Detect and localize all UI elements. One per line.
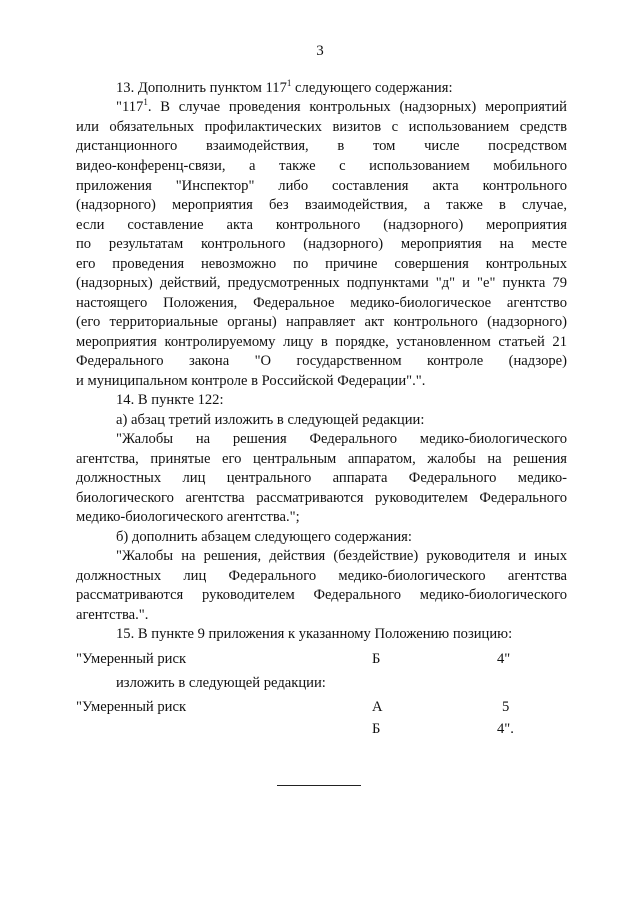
item13-line: мероприятия контролируемому лицу в порядке, установленном статьей 21 bbox=[76, 334, 567, 350]
item14-a-line: должностных лиц центрального аппарата Федерального медико- bbox=[76, 470, 567, 486]
page-number: 3 bbox=[316, 43, 324, 59]
item13-line: дистанционного взаимодействия, в том числе посредством bbox=[76, 138, 567, 154]
item13-line: его проведения невозможно по причине совершения контрольных bbox=[76, 256, 567, 272]
row1-value: 4" bbox=[497, 651, 511, 667]
item14-a-line: "Жалобы на решения Федерального медико-биологического bbox=[116, 431, 567, 447]
row2-name: "Умеренный риск bbox=[76, 699, 187, 715]
item13-intro: 13. Дополнить пунктом $117^1$ следующего содержания: bbox=[116, 78, 453, 96]
item13-line: настоящего Положения, Федеральное медико-биологическое агентство bbox=[76, 295, 567, 311]
item14-b-line-last: агентства.". bbox=[76, 607, 149, 623]
item13-line-last: и муниципальном контроле в Российской Федерации".". bbox=[76, 373, 426, 389]
item14-a-line-last: медико-биологического агентства."; bbox=[76, 509, 300, 525]
item13-line: приложения "Инспектор" либо составления акта контрольного bbox=[76, 178, 567, 194]
item13-quote-line: "$117^1$. В случае проведения контрольных (надзорных) мероприятий bbox=[116, 97, 567, 115]
item14-a-line: агентства, принятые его центральным аппаратом, жалобы на решения bbox=[76, 451, 567, 467]
item14-b-line: должностных лиц Федерального медико-биологического агентства bbox=[76, 568, 567, 584]
item15-heading: 15. В пункте 9 приложения к указанному Положению позицию: bbox=[116, 626, 513, 642]
item13-line: (его территориальные органы) направляет акт контрольного (надзорного) bbox=[76, 314, 567, 330]
row1-name: "Умеренный риск bbox=[76, 651, 187, 667]
row3-value: 4". bbox=[497, 721, 514, 737]
item15-middle: изложить в следующей редакции: bbox=[116, 675, 326, 691]
item14-a-intro: а) абзац третий изложить в следующей редакции: bbox=[116, 412, 425, 428]
item14-b-line: "Жалобы на решения, действия (бездействие) руководителя и иных bbox=[116, 548, 567, 564]
row2-category: А bbox=[372, 699, 383, 715]
row2-value: 5 bbox=[502, 699, 510, 715]
item13-line: если составление акта контрольного (надзорного) мероприятия bbox=[76, 217, 567, 233]
item13-line: Федерального закона "О государственном контроле (надзоре) bbox=[76, 353, 567, 369]
closing-rule bbox=[277, 785, 361, 786]
item13-line: по результатам контрольного (надзорного) мероприятия на месте bbox=[76, 236, 567, 252]
row1-category: Б bbox=[372, 651, 381, 667]
item13-line: видео-конференц-связи, а также с использованием мобильного bbox=[76, 158, 567, 174]
item14-a-line: биологического агентства рассматриваются руководителем Федерального bbox=[76, 490, 567, 506]
row3-category: Б bbox=[372, 721, 381, 737]
item13-line: или обязательных профилактических визитов с использованием средств bbox=[76, 119, 567, 135]
item13-line: (надзорных) действий, предусмотренных подпунктами "д" и "е" пункта 79 bbox=[76, 275, 567, 291]
item13-line: (надзорного) мероприятия без взаимодействия, а также в случае, bbox=[76, 197, 567, 213]
item14-heading: 14. В пункте 122: bbox=[116, 392, 224, 408]
item14-b-line: рассматриваются руководителем Федерального медико-биологического bbox=[76, 587, 567, 603]
item14-b-intro: б) дополнить абзацем следующего содержания: bbox=[116, 529, 412, 545]
